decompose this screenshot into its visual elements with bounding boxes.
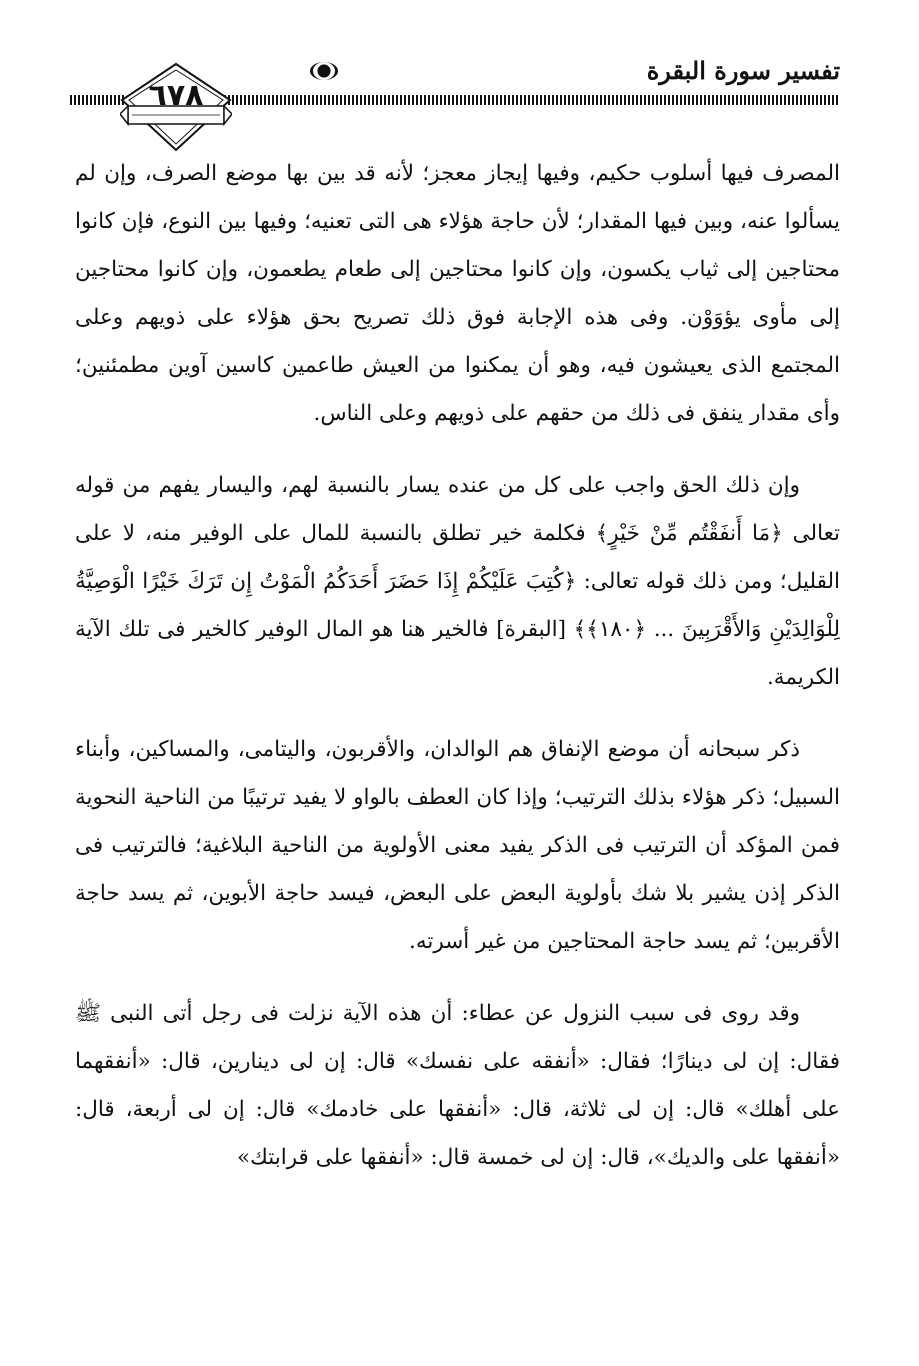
header-rule-right [220, 95, 840, 105]
ornament-icon [310, 62, 338, 80]
page-header [70, 50, 840, 150]
page-body [75, 150, 840, 1206]
running-title: تفسير سورة البقرة [646, 56, 840, 85]
paragraph-3: ذكر سبحانه أن موضع الإنفاق هم الوالدان، والأقربون، واليتامى، والمساكين، وأبناء السبيل؛ ذكر هؤلاء بذلك الترتيب؛ وإذا كان العطف بالواو لا يفيد ترتيبًا من الناحية النحوية فمن المؤكد أن الترتيب فى الذكر يفيد معنى الأولوية من الناحية البلاغية؛ فالترتيب فى الذكر إذن يشير بلا شك بأولوية البعض على البعض، فيسد حاجة الأبوين، ثم يسد حاجة الأقربين؛ ثم يسد حاجة المحتاجين من غير أسرته. [75, 737, 840, 954]
paragraph-4: وقد روى فى سبب النزول عن عطاء: أن هذه الآية نزلت فى رجل أتى النبى ﷺ فقال: إن لى دينارًا؛ فقال: «أنفقه على نفسك» قال: إن لى دينارين، قال: «أنفقهما على أهلك» قال: إن لى ثلاثة، قال: «أنفقها على خادمك» قال: إن لى أربعة، قال: «أنفقها على والديك»، قال: إن لى خمسة قال: «أنفقها على قرابتك» [75, 1001, 840, 1170]
page-number: ٦٧٨ [148, 78, 204, 113]
paragraph-2: وإن ذلك الحق واجب على كل من عنده يسار بالنسبة لهم، واليسار يفهم من قوله تعالى ﴿مَا أَنفَقْتُم مِّنْ خَيْرٍ﴾ فكلمة خير تطلق بالنسبة للمال على الوفير منه، لا على القليل؛ ومن ذلك قوله تعالى: ﴿كُتِبَ عَلَيْكُمْ إِذَا حَضَرَ أَحَدَكُمُ الْمَوْتُ إِن تَرَكَ خَيْرًا الْوَصِيَّةُ لِلْوَالِدَيْنِ وَالأَقْرَبِينَ ... ﴿١٨٠﴾﴾ [البقرة] فالخير هنا هو المال الوفير كالخير فى تلك الآية الكريمة. [75, 473, 841, 690]
paragraph-1: المصرف فيها أسلوب حكيم، وفيها إيجاز معجز؛ لأنه قد بين بها موضع الصرف، وإن لم يسألوا عنه، وبين فيها المقدار؛ لأن حاجة هؤلاء هى التى تعنيه؛ وفيها بين النوع، فإن كانوا محتاجين إلى ثياب يكسون، وإن كانوا محتاجين إلى طعام يطعمون، وإن كانوا محتاجين إلى مأوى يؤوَوْن. وفى هذه الإجابة فوق ذلك تصريح بحق هؤلاء على ذويهم وعلى المجتمع الذى يعيشون فيه، وهو أن يمكنوا من العيش طاعمين كاسين آوين مطمئنين؛ وأى مقدار ينفق فى ذلك من حقهم على ذويهم وعلى الناس. [75, 161, 840, 426]
page-number-badge [120, 62, 232, 152]
header-rule-left [70, 95, 125, 105]
